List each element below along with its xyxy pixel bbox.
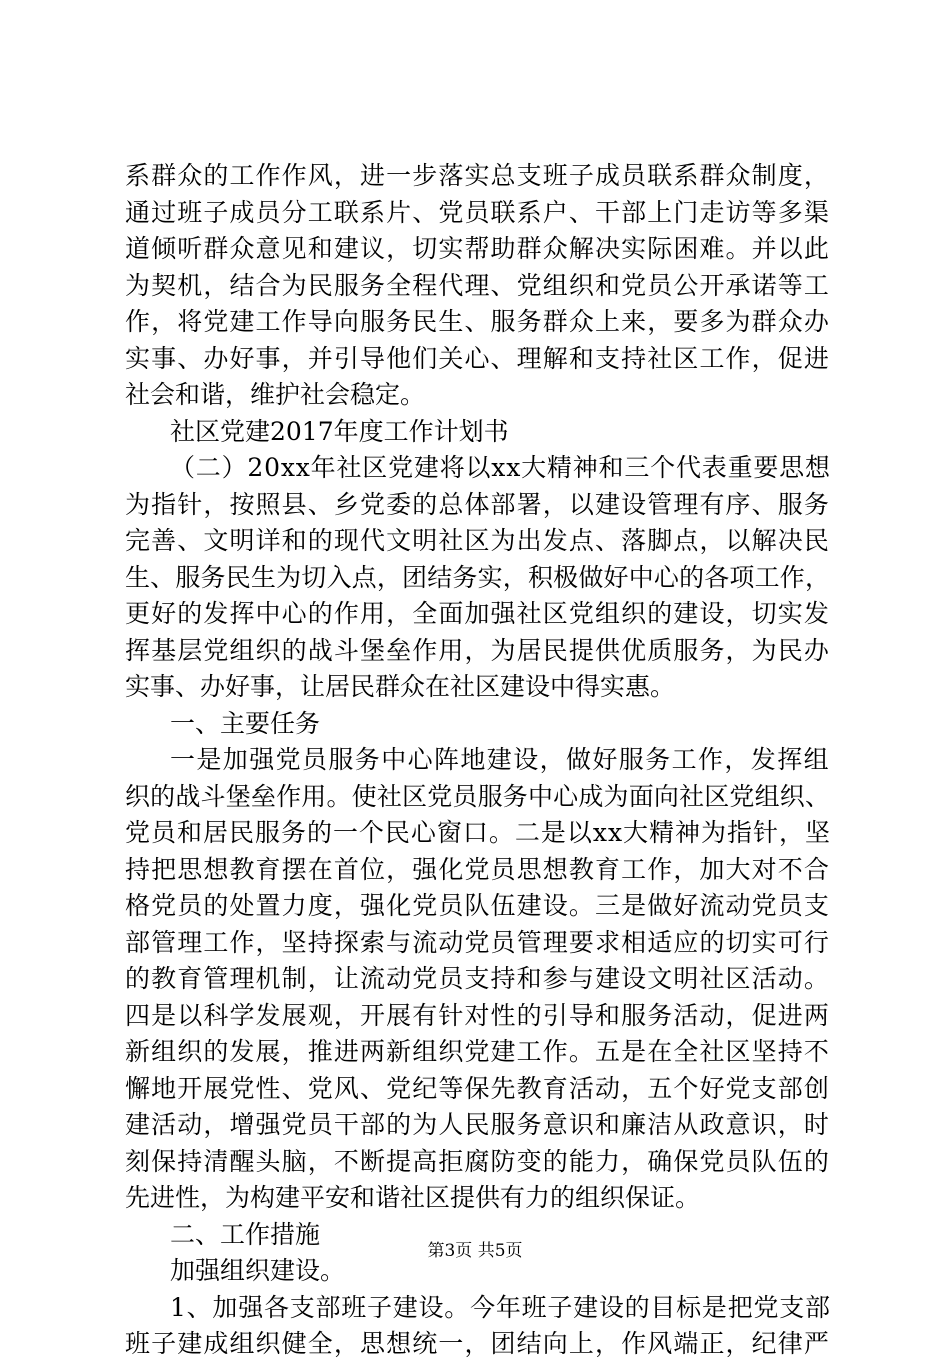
text-line: 实事、办好事，让居民群众在社区建设中得实惠。 (125, 672, 676, 701)
text-line: 的教育管理机制，让流动党员支持和参与建设文明社区活动。 (125, 964, 830, 993)
section-heading: 一、主要任务 (170, 708, 321, 738)
section-heading: 二、工作措施 (170, 1219, 321, 1249)
text-line: 新组织的发展，推进两新组织党建工作。五是在全社区坚持不 (125, 1037, 830, 1066)
text-line: 为契机，结合为民服务全程代理、党组织和党员公开承诺等工 (125, 270, 830, 300)
text-line: 完善、文明详和的现代文明社区为出发点、落脚点，以解决民 (125, 526, 830, 555)
text-line: 持把思想教育摆在首位，强化党员思想教育工作，加大对不合 (125, 854, 830, 884)
text-line: 党员和居民服务的一个民心窗口。二是以xx大精神为指针，坚 (125, 818, 831, 847)
text-line: 加强组织建设。 (170, 1256, 346, 1285)
text-line: 班子建成组织健全，思想统一，团结向上，作风端正，纪律严 (125, 1329, 830, 1358)
text-line: 格党员的处置力度，强化党员队伍建设。三是做好流动党员支 (125, 891, 830, 920)
text-line: 建活动，增强党员干部的为人民服务意识和廉洁从政意识，时 (125, 1110, 830, 1139)
page-number-label: 第3页 共5页 (427, 1241, 523, 1261)
text-line: 实事、办好事，并引导他们关心、理解和支持社区工作，促进 (125, 343, 830, 373)
text-line: 通过班子成员分工联系片、党员联系户、干部上门走访等多渠 (125, 197, 830, 227)
document-body (125, 158, 830, 1363)
section-title: 社区党建2017年度工作计划书 (170, 416, 509, 446)
text-line: 挥基层党组织的战斗堡垒作用，为居民提供优质服务，为民办 (125, 635, 830, 665)
text-line: （二）20xx年社区党建将以xx大精神和三个代表重要思想 (170, 453, 831, 482)
text-line: 一是加强党员服务中心阵地建设，做好服务工作，发挥组 (170, 745, 830, 774)
text-line: 社会和谐，维护社会稳定。 (125, 380, 426, 409)
text-line: 懈地开展党性、党风、党纪等保先教育活动，五个好党支部创 (125, 1073, 830, 1103)
text-line: 系群众的工作作风，进一步落实总支班子成员联系群众制度， (125, 161, 830, 190)
text-line: 作，将党建工作导向服务民生、服务群众上来，要多为群众办 (125, 307, 830, 336)
page-footer (0, 1240, 950, 1262)
text-line: 1、加强各支部班子建设。今年班子建设的目标是把党支部 (170, 1292, 831, 1322)
text-line: 先进性，为构建平安和谐社区提供有力的组织保证。 (125, 1183, 701, 1212)
text-line: 为指针，按照县、乡党委的总体部署，以建设管理有序、服务 (125, 489, 830, 519)
text-line: 道倾听群众意见和建议，切实帮助群众解决实际困难。并以此 (125, 234, 830, 263)
text-line: 织的战斗堡垒作用。使社区党员服务中心成为面向社区党组织、 (125, 781, 831, 811)
text-line: 部管理工作，坚持探索与流动党员管理要求相适应的切实可行 (125, 927, 830, 957)
text-line: 生、服务民生为切入点，团结务实，积极做好中心的各项工作， (125, 562, 831, 592)
text-line: 四是以科学发展观，开展有针对性的引导和服务活动，促进两 (125, 1000, 830, 1030)
text-line: 更好的发挥中心的作用，全面加强社区党组织的建设，切实发 (125, 599, 830, 628)
text-line: 刻保持清醒头脑，不断提高拒腐防变的能力，确保党员队伍的 (125, 1146, 830, 1176)
